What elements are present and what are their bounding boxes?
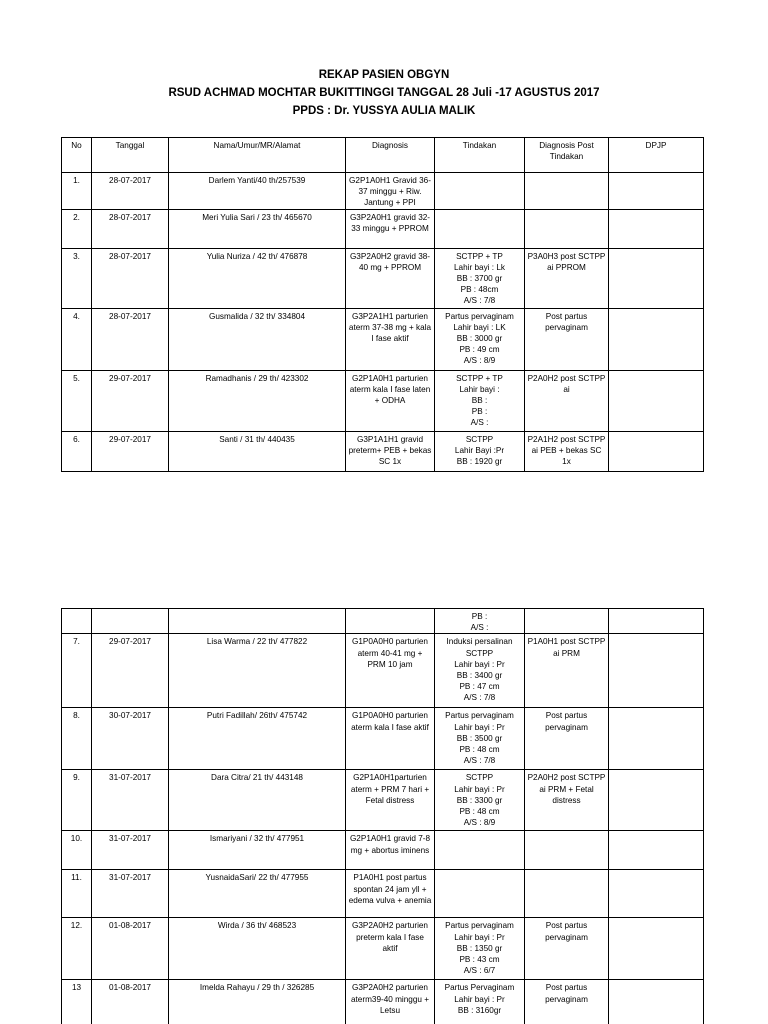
row-tanggal: 31-07-2017 xyxy=(92,770,169,831)
patient-table-page-2 xyxy=(61,608,704,1024)
header-tanggal: Tanggal xyxy=(92,138,169,173)
row-diagnosis xyxy=(346,248,435,308)
row-no: 7. xyxy=(62,634,92,708)
row-no: 1. xyxy=(62,173,92,210)
tindakan-line: PB : xyxy=(471,612,488,621)
tindakan-line: A/S : 8/9 xyxy=(463,818,496,828)
row-nama: Ramadhanis / 29 th/ 423302 xyxy=(169,370,346,431)
patient-table-page-1 xyxy=(61,137,704,472)
diagnosis-post-text: P2A0H2 post SCTPP ai PRM + Fetal distress xyxy=(527,773,606,805)
tindakan-line: Lahir bayi : Pr xyxy=(454,932,505,942)
table-row xyxy=(62,634,704,708)
tindakan-line: A/S : 8/9 xyxy=(463,356,496,366)
table-row xyxy=(62,831,704,870)
ppds-line: PPDS : Dr. YUSSYA AULIA MALIK xyxy=(292,105,476,117)
row-tindakan xyxy=(435,173,525,210)
tindakan-line: A/S : 7/8 xyxy=(463,296,496,306)
tindakan-line: Lahir bayi : Pr xyxy=(454,994,505,1004)
tindakan-line: PB : 48 cm xyxy=(459,745,500,755)
row-diagnosis-post xyxy=(525,980,609,1024)
row-nama: Imelda Rahayu / 29 th / 326285 xyxy=(169,980,346,1024)
row-tindakan xyxy=(435,980,525,1024)
tindakan-line: SCTPP + TP xyxy=(456,251,503,261)
diagnosis-text: G2P1A0H1 gravid 7-8 mg + abortus iminens xyxy=(349,834,431,855)
row-diagnosis-post xyxy=(525,831,609,870)
row-diagnosis-post xyxy=(525,918,609,980)
row-dpjp xyxy=(609,770,704,831)
diagnosis-text: G3P2A0H2 parturien aterm39-40 minggu + Letsu xyxy=(350,983,430,1015)
table-row xyxy=(62,173,704,210)
row-nama: Gusmalida / 32 th/ 334804 xyxy=(169,308,346,370)
diagnosis-text: G2P1A0H1 parturien aterm kala I fase laten + ODHA xyxy=(349,373,431,406)
row-tindakan xyxy=(435,708,525,770)
tindakan-line: BB : 3400 gr xyxy=(456,671,503,681)
tindakan-line: BB : 3700 gr xyxy=(456,274,503,284)
row-nama: Santi / 31 th/ 440435 xyxy=(169,431,346,471)
row-tanggal: 28-07-2017 xyxy=(92,209,169,248)
row-diagnosis xyxy=(346,634,435,708)
header-diagnosis-post: Diagnosis Post Tindakan xyxy=(525,138,609,173)
diagnosis-text: G3P2A0H2 parturien preterm kala I fase aktif xyxy=(351,921,428,953)
document-header xyxy=(0,66,768,120)
row-dpjp xyxy=(609,918,704,980)
diagnosis-post-text: Post partus pervaginam xyxy=(545,983,588,1004)
diagnosis-text: G1P0A0H0 parturien aterm 40-41 mg + PRM 10 jam xyxy=(351,637,428,669)
row-diagnosis xyxy=(346,980,435,1024)
diagnosis-text: G3P2A0H1 gravid 32-33 minggu + PPROM xyxy=(349,212,431,233)
row-tanggal: 01-08-2017 xyxy=(92,980,169,1024)
tindakan-line: PB : 47 cm xyxy=(459,682,500,692)
row-diagnosis-post xyxy=(525,634,609,708)
tindakan-line: Lahir bayi : LK xyxy=(453,322,506,332)
header-dpjp: DPJP xyxy=(609,138,704,173)
hospital-line: RSUD ACHMAD MOCHTAR BUKITTINGGI TANGGAL 28 Juli -17 AGUSTUS 2017 xyxy=(168,87,600,99)
row-diagnosis-post xyxy=(525,308,609,370)
row-tindakan xyxy=(435,248,525,308)
row-dpjp xyxy=(609,431,704,471)
diagnosis-post-text: P3A0H3 post SCTPP ai PPROM xyxy=(527,251,606,272)
tindakan-line: Partus pervaginam xyxy=(445,711,514,721)
row-diagnosis xyxy=(346,918,435,980)
row-tindakan xyxy=(435,209,525,248)
row-diagnosis-post xyxy=(525,209,609,248)
tindakan-line: Partus pervaginam xyxy=(445,921,514,931)
row-dpjp xyxy=(609,370,704,431)
diagnosis-text: G3P1A1H1 gravid preterm+ PEB + bekas SC 1x xyxy=(348,434,432,467)
tindakan-line: BB : 3160gr xyxy=(457,1005,502,1015)
tindakan-line: Lahir bayi : xyxy=(459,384,500,394)
tindakan-line: BB : 1350 gr xyxy=(456,943,503,953)
row-dpjp xyxy=(609,980,704,1024)
diagnosis-post-text: P2A1H2 post SCTPP ai PEB + bekas SC 1x xyxy=(527,434,606,467)
row-no: 4. xyxy=(62,308,92,370)
row-nama: Meri Yulia Sari / 23 th/ 465670 xyxy=(169,209,346,248)
row-no: 11. xyxy=(62,870,92,918)
row-nama: Yulia Nuriza / 42 th/ 476878 xyxy=(169,248,346,308)
row-diagnosis xyxy=(346,308,435,370)
row-dpjp xyxy=(609,248,704,308)
tindakan-line: Lahir bayi : Pr xyxy=(454,659,505,669)
row-dpjp xyxy=(609,173,704,210)
row-diagnosis xyxy=(346,370,435,431)
table-row xyxy=(62,370,704,431)
continuation-row xyxy=(62,609,704,634)
row-tanggal: 29-07-2017 xyxy=(92,431,169,471)
header-tindakan: Tindakan xyxy=(435,138,525,173)
header-nama: Nama/Umur/MR/Alamat xyxy=(169,138,346,173)
diagnosis-text: G1P0A0H0 parturien aterm kala I fase aktif xyxy=(351,711,429,732)
row-tindakan xyxy=(435,370,525,431)
tindakan-line: Lahir bayi : Lk xyxy=(454,262,505,272)
diagnosis-post-text: Post partus pervaginam xyxy=(545,311,588,332)
row-dpjp xyxy=(609,831,704,870)
diagnosis-text: G2P1A0H1 Gravid 36-37 minggu + Riw. Jantung + PPI xyxy=(349,176,431,208)
tindakan-line: PB : 49 cm xyxy=(459,345,500,355)
row-no: 8. xyxy=(62,708,92,770)
row-no: 10. xyxy=(62,831,92,870)
table-row xyxy=(62,209,704,248)
row-tanggal: 30-07-2017 xyxy=(92,708,169,770)
document-title: REKAP PASIEN OBGYN xyxy=(318,69,450,81)
row-tanggal: 28-07-2017 xyxy=(92,308,169,370)
row-diagnosis-post xyxy=(525,870,609,918)
row-diagnosis xyxy=(346,173,435,210)
table-row xyxy=(62,870,704,918)
row-tanggal: 28-07-2017 xyxy=(92,173,169,210)
tindakan-line: PB : 48 cm xyxy=(459,807,500,817)
row-tindakan xyxy=(435,918,525,980)
row-nama: Dara Citra/ 21 th/ 443148 xyxy=(169,770,346,831)
table-row xyxy=(62,431,704,471)
tindakan-line: Partus pervaginam xyxy=(445,311,514,321)
row-nama: Lisa Warma / 22 th/ 477822 xyxy=(169,634,346,708)
row-nama: Wirda / 36 th/ 468523 xyxy=(169,918,346,980)
tindakan-line: BB : 3500 gr xyxy=(456,733,503,743)
row-no: 13 xyxy=(62,980,92,1024)
tindakan-line: Partus Pervaginam xyxy=(444,983,515,993)
row-tindakan xyxy=(435,431,525,471)
tindakan-line: Lahir bayi : Pr xyxy=(454,784,505,794)
header-diagnosis: Diagnosis xyxy=(346,138,435,173)
tindakan-line: SCTPP xyxy=(465,648,494,658)
row-diagnosis xyxy=(346,209,435,248)
row-dpjp xyxy=(609,308,704,370)
table-row xyxy=(62,980,704,1024)
row-diagnosis xyxy=(346,431,435,471)
row-tanggal: 31-07-2017 xyxy=(92,870,169,918)
diagnosis-post-text: P1A0H1 post SCTPP ai PRM xyxy=(527,637,606,658)
tindakan-line: BB : 3300 gr xyxy=(456,795,503,805)
row-dpjp xyxy=(609,209,704,248)
row-diagnosis xyxy=(346,831,435,870)
tindakan-line: Lahir bayi : Pr xyxy=(454,722,505,732)
tindakan-line: A/S : xyxy=(470,418,489,428)
tindakan-line: Induksi persalinan xyxy=(446,637,513,647)
row-diagnosis xyxy=(346,708,435,770)
row-diagnosis-post xyxy=(525,708,609,770)
tindakan-line: PB : xyxy=(471,407,488,417)
row-diagnosis-post xyxy=(525,248,609,308)
row-no: 9. xyxy=(62,770,92,831)
row-tanggal: 31-07-2017 xyxy=(92,831,169,870)
row-no: 3. xyxy=(62,248,92,308)
tindakan-line: A/S : xyxy=(470,623,489,633)
header-no: No xyxy=(62,138,92,173)
diagnosis-text: P1A0H1 post partus spontan 24 jam yll + edema vulva + anemia xyxy=(348,873,432,905)
tindakan-line: PB : 48cm xyxy=(460,285,499,295)
row-diagnosis xyxy=(346,770,435,831)
row-tanggal: 28-07-2017 xyxy=(92,248,169,308)
tindakan-line: Lahir Bayi :Pr xyxy=(454,445,505,455)
diagnosis-text: G3P2A1H1 parturien aterm 37-38 mg + kala I fase aktif xyxy=(348,311,432,344)
diagnosis-post-text: P2A0H2 post SCTPP ai xyxy=(527,373,606,394)
tindakan-line: SCTPP xyxy=(465,434,494,444)
tindakan-line: SCTPP + TP xyxy=(456,373,503,383)
table-row xyxy=(62,308,704,370)
row-tanggal: 29-07-2017 xyxy=(92,634,169,708)
row-dpjp xyxy=(609,634,704,708)
row-tindakan xyxy=(435,308,525,370)
tindakan-line: SCTPP xyxy=(465,773,494,783)
row-diagnosis xyxy=(346,870,435,918)
row-no: 2. xyxy=(62,209,92,248)
row-no: 6. xyxy=(62,431,92,471)
row-tindakan xyxy=(435,870,525,918)
diagnosis-post-text: Post partus pervaginam xyxy=(545,711,588,732)
table-row xyxy=(62,770,704,831)
row-nama: Darlem Yanti/40 th/257539 xyxy=(169,173,346,210)
row-tindakan xyxy=(435,770,525,831)
diagnosis-text: G2P1A0H1parturien aterm + PRM 7 hari + Fetal distress xyxy=(350,773,430,805)
row-nama: Ismariyani / 32 th/ 477951 xyxy=(169,831,346,870)
table-header-row xyxy=(62,138,704,173)
tindakan-line: A/S : 7/8 xyxy=(463,693,496,703)
tindakan-line: BB : xyxy=(471,396,488,406)
row-tanggal: 01-08-2017 xyxy=(92,918,169,980)
row-dpjp xyxy=(609,870,704,918)
continuation-tindakan xyxy=(435,609,525,634)
tindakan-line: BB : 1920 gr xyxy=(456,457,503,467)
tindakan-line: A/S : 6/7 xyxy=(463,966,496,976)
row-diagnosis-post xyxy=(525,370,609,431)
table-row xyxy=(62,708,704,770)
tindakan-line: PB : 43 cm xyxy=(459,955,500,965)
table-row xyxy=(62,918,704,980)
row-tindakan xyxy=(435,634,525,708)
row-no: 5. xyxy=(62,370,92,431)
row-tanggal: 29-07-2017 xyxy=(92,370,169,431)
diagnosis-post-text: Post partus pervaginam xyxy=(545,921,588,942)
tindakan-line: BB : 3000 gr xyxy=(456,334,503,344)
diagnosis-text: G3P2A0H2 gravid 38-40 mg + PPROM xyxy=(349,251,431,272)
row-nama: Putri Fadillah/ 26th/ 475742 xyxy=(169,708,346,770)
row-diagnosis-post xyxy=(525,173,609,210)
row-dpjp xyxy=(609,708,704,770)
row-nama: YusnaidaSari/ 22 th/ 477955 xyxy=(169,870,346,918)
table-row xyxy=(62,248,704,308)
row-diagnosis-post xyxy=(525,431,609,471)
row-diagnosis-post xyxy=(525,770,609,831)
tindakan-line: A/S : 7/8 xyxy=(463,756,496,766)
row-no: 12. xyxy=(62,918,92,980)
row-tindakan xyxy=(435,831,525,870)
